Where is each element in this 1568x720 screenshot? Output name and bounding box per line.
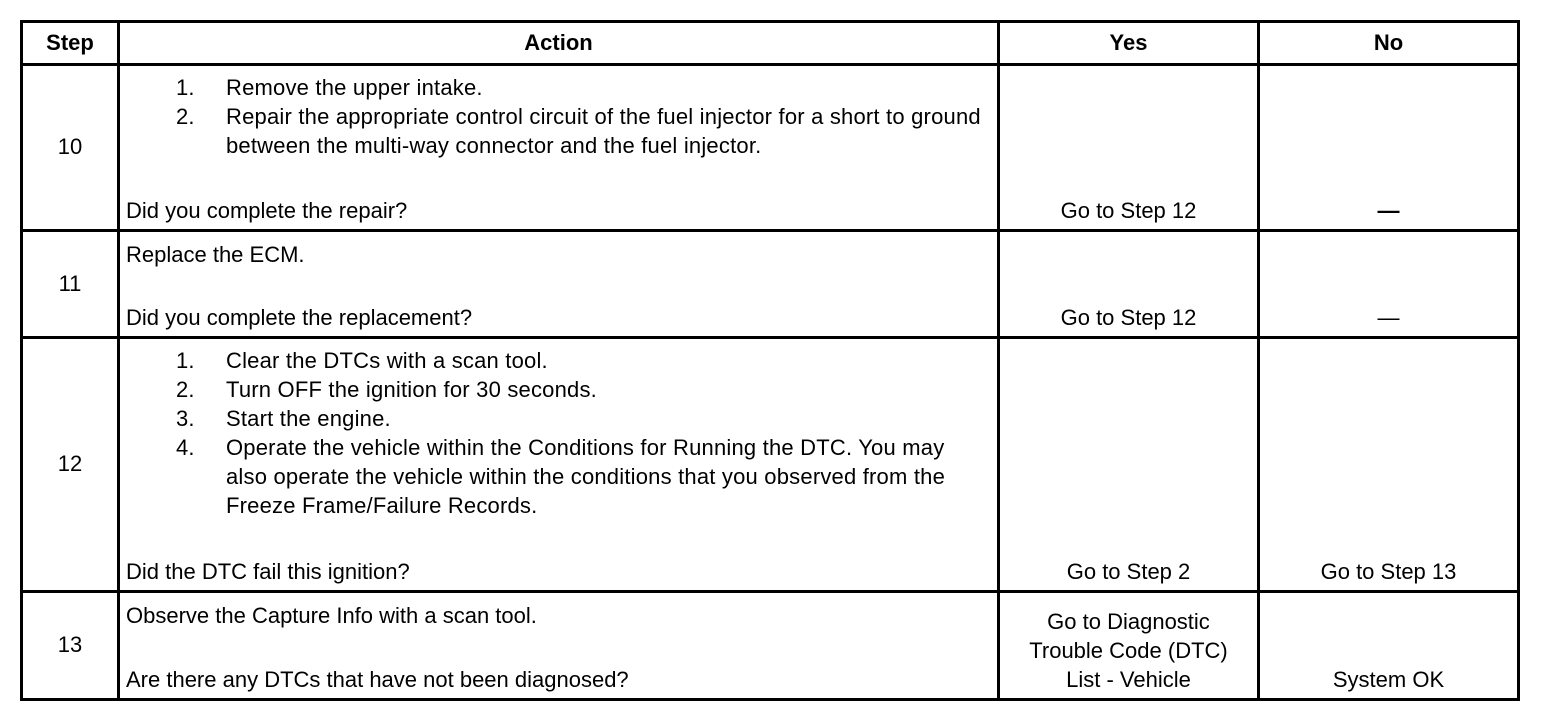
list-text: Operate the vehicle within the Conditions for Running the DTC. You may also operate the vehicle within the conditions that you observed from the Freeze Frame/Failure Records. [226,434,946,518]
action-question: Did the DTC fail this ignition? [126,558,410,584]
action-text: Replace the ECM. [126,241,305,267]
yes-cell [999,65,1259,231]
action-steps-list [176,346,985,520]
action-cell [119,591,999,699]
header-yes: Yes [999,22,1259,65]
step-number: 12 [22,337,119,591]
list-item [176,375,985,404]
yes-cell [999,230,1259,337]
step-number: 10 [22,65,119,231]
header-step: Step [22,22,119,65]
table-row [22,230,1519,337]
action-cell [119,65,999,231]
action-cell [119,337,999,591]
no-cell [1259,591,1519,699]
header-action: Action [119,22,999,65]
yes-answer: Go to Step 12 [1060,197,1197,223]
no-answer: System OK [1332,667,1445,692]
list-number: 2. [176,376,195,402]
action-question: Did you complete the repair? [126,197,408,223]
no-answer: Go to Step 13 [1320,558,1457,584]
header-no: No [1259,22,1519,65]
yes-answer: Go to Diagnostic Trouble Code (DTC) List - Vehicle [1029,609,1228,692]
yes-answer: Go to Step 12 [1060,304,1197,330]
step-number: 11 [22,230,119,337]
step-number: 13 [22,591,119,699]
list-number: 1. [176,75,195,100]
table-row [22,337,1519,591]
list-text: Repair the appropriate control circuit of the fuel injector for a short to ground between the multi-way connector and the fuel injector. [226,104,981,158]
list-number: 1. [176,347,195,373]
no-cell [1259,337,1519,591]
list-item [176,73,985,102]
no-answer: — [1377,197,1400,223]
list-number: 3. [176,405,195,431]
yes-answer: Go to Step 2 [1066,558,1191,584]
list-item [176,433,985,520]
action-question: Are there any DTCs that have not been diagnosed? [126,667,629,692]
no-cell [1259,230,1519,337]
no-answer: — [1377,304,1400,330]
action-text: Observe the Capture Info with a scan tool. [126,602,537,628]
yes-cell [999,337,1259,591]
action-steps-list [176,73,985,160]
list-item [176,102,985,160]
header-row [22,22,1519,65]
list-text: Turn OFF the ignition for 30 seconds. [226,376,597,402]
list-item [176,346,985,375]
action-cell [119,230,999,337]
yes-cell [999,591,1259,699]
table-row [22,65,1519,231]
no-cell [1259,65,1519,231]
table-row [22,591,1519,699]
action-question: Did you complete the replacement? [126,304,473,330]
list-number: 4. [176,434,195,460]
list-number: 2. [176,104,195,129]
list-text: Remove the upper intake. [226,75,483,100]
list-item [176,404,985,433]
list-text: Start the engine. [226,405,391,431]
diagnostic-table [20,20,1520,701]
list-text: Clear the DTCs with a scan tool. [226,347,548,373]
